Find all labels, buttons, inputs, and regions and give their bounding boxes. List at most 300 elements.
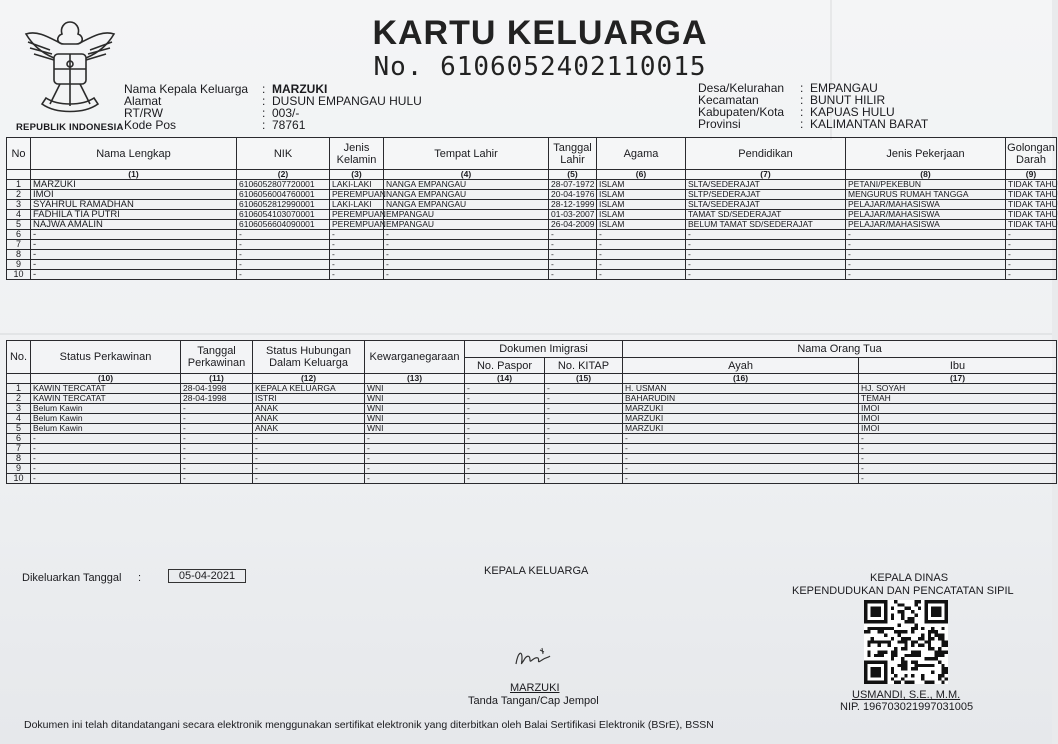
header-status-perkawinan: Status Perkawinan <box>31 341 181 374</box>
cell-tanggal-lahir: - <box>549 250 597 260</box>
cell-no-kitap: - <box>545 414 623 424</box>
cell-tanggal-lahir: - <box>549 270 597 280</box>
header-row <box>124 119 422 131</box>
cell-nama-lengkap: - <box>31 250 237 260</box>
cell-nama-lengkap: FADHILA TIA PUTRI <box>31 210 237 220</box>
header-label: Desa/Kelurahan <box>698 81 785 95</box>
cell-tempat-lahir: - <box>384 270 549 280</box>
cell-ibu: TEMAH <box>859 394 1057 404</box>
cell-no-kitap: - <box>545 384 623 394</box>
cell-kewarganegaraan: - <box>365 474 465 484</box>
cell-ayah: MARZUKI <box>623 404 859 414</box>
issued-date-label: Dikeluarkan Tanggal <box>22 572 122 584</box>
signature-caption: Tanda Tangan/Cap Jempol <box>468 695 599 707</box>
cell-no-kitap: - <box>545 404 623 414</box>
column-index: (2) <box>237 170 330 180</box>
cell-nik: 6106056004760001 <box>237 190 330 200</box>
table-row <box>7 270 1057 280</box>
cell-status-hubungan: ANAK <box>253 414 365 424</box>
cell-nama-lengkap: - <box>31 240 237 250</box>
header-label: Kecamatan <box>698 93 759 107</box>
header-colon: : <box>262 118 266 132</box>
table-row <box>7 180 1057 190</box>
cell-status-perkawinan: - <box>31 474 181 484</box>
table-row <box>7 260 1057 270</box>
cell-ayah: BAHARUDIN <box>623 394 859 404</box>
cell-ibu: - <box>859 474 1057 484</box>
cell-status-hubungan: - <box>253 474 365 484</box>
cell-ayah: MARZUKI <box>623 414 859 424</box>
cell-nama-lengkap: NAJWA AMALIN <box>31 220 237 230</box>
official-name: USMANDI, S.E., M.M. <box>852 689 961 701</box>
office-title-line2: KEPENDUDUKAN DAN PENCATATAN SIPIL <box>792 585 1014 597</box>
cell-pendidikan: - <box>686 260 846 270</box>
cell-no-paspor: - <box>465 454 545 464</box>
header-label: Alamat <box>124 94 162 108</box>
cell-status-perkawinan: Belum Kawin <box>31 424 181 434</box>
cell-pendidikan: SLTP/SEDERAJAT <box>686 190 846 200</box>
garuda-emblem-icon <box>20 14 120 122</box>
cell-no: 1 <box>7 180 31 190</box>
table-row <box>7 250 1057 260</box>
header-value-kodepos: 78761 <box>272 118 306 132</box>
cell-no-paspor: - <box>465 444 545 454</box>
cell-no: 4 <box>7 414 31 424</box>
cell-ibu: IMOI <box>859 414 1057 424</box>
cell-ibu: IMOI <box>859 404 1057 414</box>
cell-tanggal-perkawinan: - <box>181 444 253 454</box>
table-row <box>7 404 1057 414</box>
family-status-table <box>6 340 1057 484</box>
cell-nik: 6106054103070001 <box>237 210 330 220</box>
paper-fold <box>0 333 1052 335</box>
cell-tempat-lahir: NANGA EMPANGAU <box>384 200 549 210</box>
head-of-family-name: MARZUKI <box>510 682 560 694</box>
header-tempat-lahir: Tempat Lahir <box>384 138 549 170</box>
cell-tanggal-lahir: 01-03-2007 <box>549 210 597 220</box>
cell-tempat-lahir: NANGA EMPANGAU <box>384 180 549 190</box>
cell-no: 2 <box>7 394 31 404</box>
cell-tempat-lahir: EMPANGAU <box>384 220 549 230</box>
cell-tanggal-lahir: 28-07-1972 <box>549 180 597 190</box>
cell-kewarganegaraan: - <box>365 454 465 464</box>
cell-tanggal-lahir: 28-12-1999 <box>549 200 597 210</box>
cell-nik: - <box>237 230 330 240</box>
family-members-table <box>6 137 1057 280</box>
qr-code-icon <box>864 600 948 684</box>
header-value-kabupaten: KAPUAS HULU <box>810 105 895 119</box>
column-index: (17) <box>859 374 1057 384</box>
header-no: No <box>7 138 31 170</box>
cell-nik: - <box>237 260 330 270</box>
cell-status-hubungan: ANAK <box>253 404 365 414</box>
header-colon: : <box>800 81 804 95</box>
header-colon: : <box>800 117 804 131</box>
cell-status-perkawinan: - <box>31 464 181 474</box>
table-row <box>7 210 1057 220</box>
cell-tanggal-lahir: - <box>549 260 597 270</box>
cell-no: 2 <box>7 190 31 200</box>
cell-agama: - <box>597 250 686 260</box>
cell-ibu: - <box>859 434 1057 444</box>
cell-status-perkawinan: KAWIN TERCATAT <box>31 394 181 404</box>
header-no-kitap: No. KITAP <box>545 358 623 374</box>
cell-status-hubungan: - <box>253 434 365 444</box>
cell-agama: ISLAM <box>597 180 686 190</box>
cell-no: 3 <box>7 404 31 414</box>
cell-no: 8 <box>7 250 31 260</box>
table-index-row <box>7 170 1057 180</box>
cell-golongan-darah: TIDAK TAHU <box>1006 190 1057 200</box>
cell-no: 7 <box>7 240 31 250</box>
cell-pendidikan: - <box>686 240 846 250</box>
header-left <box>124 83 422 131</box>
cell-jenis-pekerjaan: - <box>846 240 1006 250</box>
header-no-paspor: No. Paspor <box>465 358 545 374</box>
header-ibu: Ibu <box>859 358 1057 374</box>
cell-jenis-pekerjaan: MENGURUS RUMAH TANGGA <box>846 190 1006 200</box>
cell-no-kitap: - <box>545 434 623 444</box>
cell-tempat-lahir: EMPANGAU <box>384 210 549 220</box>
cell-nik: 6106052812990001 <box>237 200 330 210</box>
cell-no-paspor: - <box>465 394 545 404</box>
column-index: (10) <box>31 374 181 384</box>
issued-date-colon: : <box>138 572 142 584</box>
header-label: Kode Pos <box>124 118 177 132</box>
cell-agama: - <box>597 270 686 280</box>
cell-kewarganegaraan: WNI <box>365 394 465 404</box>
cell-tanggal-perkawinan: - <box>181 414 253 424</box>
issued-date-value: 05-04-2021 <box>168 569 246 583</box>
header-label: RT/RW <box>124 106 163 120</box>
column-index: (8) <box>846 170 1006 180</box>
table-row <box>7 464 1057 474</box>
header-value-desa: EMPANGAU <box>810 81 878 95</box>
cell-jenis-kelamin: PEREMPUAN <box>330 210 384 220</box>
header-no: No. <box>7 341 31 374</box>
table-row <box>7 190 1057 200</box>
cell-tanggal-perkawinan: - <box>181 464 253 474</box>
cell-nik: 6106056604090001 <box>237 220 330 230</box>
cell-agama: - <box>597 230 686 240</box>
cell-golongan-darah: TIDAK TAHU <box>1006 200 1057 210</box>
cell-ibu: IMOI <box>859 424 1057 434</box>
column-index: (9) <box>1006 170 1057 180</box>
cell-jenis-pekerjaan: - <box>846 270 1006 280</box>
cell-jenis-pekerjaan: - <box>846 260 1006 270</box>
cell-no: 9 <box>7 260 31 270</box>
cell-pendidikan: TAMAT SD/SEDERAJAT <box>686 210 846 220</box>
cell-ayah: H. USMAN <box>623 384 859 394</box>
cell-agama: ISLAM <box>597 200 686 210</box>
table-header-row <box>7 341 1057 358</box>
cell-no-paspor: - <box>465 434 545 444</box>
cell-no: 1 <box>7 384 31 394</box>
cell-ayah: - <box>623 464 859 474</box>
cell-no: 8 <box>7 454 31 464</box>
cell-ibu: - <box>859 444 1057 454</box>
cell-no-kitap: - <box>545 474 623 484</box>
column-index: (7) <box>686 170 846 180</box>
cell-no: 10 <box>7 270 31 280</box>
cell-tanggal-lahir: - <box>549 240 597 250</box>
head-of-family-label: KEPALA KELUARGA <box>484 565 589 577</box>
cell-jenis-pekerjaan: PELAJAR/MAHASISWA <box>846 200 1006 210</box>
header-nama-lengkap: Nama Lengkap <box>31 138 237 170</box>
cell-jenis-pekerjaan: - <box>846 250 1006 260</box>
header-value-kecamatan: BUNUT HILIR <box>810 93 886 107</box>
cell-tempat-lahir: - <box>384 260 549 270</box>
cell-agama: - <box>597 240 686 250</box>
cell-nama-lengkap: IMOI <box>31 190 237 200</box>
cell-ayah: MARZUKI <box>623 424 859 434</box>
cell-no-paspor: - <box>465 464 545 474</box>
table-row <box>7 220 1057 230</box>
cell-golongan-darah: - <box>1006 240 1057 250</box>
cell-tanggal-lahir: - <box>549 230 597 240</box>
cell-no-paspor: - <box>465 384 545 394</box>
header-label: Provinsi <box>698 117 741 131</box>
header-value-alamat: DUSUN EMPANGAU HULU <box>272 94 422 108</box>
cell-jenis-pekerjaan: - <box>846 230 1006 240</box>
header-value-provinsi: KALIMANTAN BARAT <box>810 117 929 131</box>
column-index: (3) <box>330 170 384 180</box>
table-row <box>7 200 1057 210</box>
cell-tanggal-perkawinan: 28-04-1998 <box>181 394 253 404</box>
header-kewarganegaraan: Kewarganegaraan <box>365 341 465 374</box>
cell-kewarganegaraan: - <box>365 434 465 444</box>
cell-no: 6 <box>7 230 31 240</box>
cell-pendidikan: SLTA/SEDERAJAT <box>686 180 846 190</box>
cell-no: 7 <box>7 444 31 454</box>
table-row <box>7 384 1057 394</box>
cell-nik: - <box>237 240 330 250</box>
table-header-row <box>7 138 1057 170</box>
cell-status-perkawinan: - <box>31 444 181 454</box>
cell-kewarganegaraan: WNI <box>365 384 465 394</box>
cell-kewarganegaraan: WNI <box>365 404 465 414</box>
table-row <box>7 230 1057 240</box>
cell-no-kitap: - <box>545 444 623 454</box>
column-index: (15) <box>545 374 623 384</box>
table-row <box>7 424 1057 434</box>
cell-nama-lengkap: - <box>31 260 237 270</box>
cell-agama: - <box>597 260 686 270</box>
cell-tanggal-perkawinan: 28-04-1998 <box>181 384 253 394</box>
cell-golongan-darah: - <box>1006 270 1057 280</box>
cell-no-kitap: - <box>545 424 623 434</box>
cell-no: 3 <box>7 200 31 210</box>
header-value-nama-kepala: MARZUKI <box>272 82 328 96</box>
cell-status-hubungan: KEPALA KELUARGA <box>253 384 365 394</box>
column-index: (1) <box>31 170 237 180</box>
header-colon: : <box>262 82 266 96</box>
cell-jenis-pekerjaan: PETANI/PEKEBUN <box>846 180 1006 190</box>
cell-golongan-darah: - <box>1006 250 1057 260</box>
cell-tanggal-perkawinan: - <box>181 474 253 484</box>
header-tanggal-perkawinan: Tanggal Perkawinan <box>181 341 253 374</box>
signature-icon <box>512 646 552 670</box>
column-index: (12) <box>253 374 365 384</box>
cell-no: 4 <box>7 210 31 220</box>
table-row <box>7 434 1057 444</box>
table-row <box>7 394 1057 404</box>
cell-tanggal-perkawinan: - <box>181 434 253 444</box>
cell-jenis-kelamin: PEREMPUAN <box>330 190 384 200</box>
header-nama-orang-tua: Nama Orang Tua <box>623 341 1057 358</box>
document-number: No. 6106052402110015 <box>373 52 707 82</box>
cell-jenis-kelamin: - <box>330 250 384 260</box>
cell-agama: ISLAM <box>597 220 686 230</box>
column-index: (11) <box>181 374 253 384</box>
cell-jenis-kelamin: - <box>330 270 384 280</box>
column-index <box>7 374 31 384</box>
cell-jenis-kelamin: - <box>330 230 384 240</box>
cell-tempat-lahir: - <box>384 230 549 240</box>
office-title-line1: KEPALA DINAS <box>870 572 949 584</box>
header-ayah: Ayah <box>623 358 859 374</box>
cell-no: 6 <box>7 434 31 444</box>
column-index: (5) <box>549 170 597 180</box>
cell-jenis-kelamin: - <box>330 240 384 250</box>
cell-kewarganegaraan: WNI <box>365 414 465 424</box>
cell-no-kitap: - <box>545 394 623 404</box>
header-dokumen-imigrasi: Dokumen Imigrasi <box>465 341 623 358</box>
table-index-row <box>7 374 1057 384</box>
cell-tempat-lahir: - <box>384 250 549 260</box>
official-nip: NIP. 196703021997031005 <box>840 701 974 713</box>
cell-status-hubungan: - <box>253 444 365 454</box>
header-status-hubungan: Status Hubungan Dalam Keluarga <box>253 341 365 374</box>
header-jenis-pekerjaan: Jenis Pekerjaan <box>846 138 1006 170</box>
column-index: (13) <box>365 374 465 384</box>
cell-status-perkawinan: - <box>31 454 181 464</box>
cell-no-paspor: - <box>465 474 545 484</box>
header-right <box>698 82 928 130</box>
cell-tanggal-lahir: 20-04-1976 <box>549 190 597 200</box>
cell-status-perkawinan: Belum Kawin <box>31 404 181 414</box>
cell-status-perkawinan: Belum Kawin <box>31 414 181 424</box>
cell-status-hubungan: - <box>253 464 365 474</box>
cell-nik: - <box>237 250 330 260</box>
emblem-caption: REPUBLIK INDONESIA <box>16 122 124 133</box>
cell-nama-lengkap: - <box>31 270 237 280</box>
cell-pendidikan: - <box>686 230 846 240</box>
cell-golongan-darah: - <box>1006 260 1057 270</box>
cell-nama-lengkap: - <box>31 230 237 240</box>
cell-golongan-darah: TIDAK TAHU <box>1006 180 1057 190</box>
column-index: (16) <box>623 374 859 384</box>
document-title: KARTU KELUARGA <box>372 14 708 52</box>
cell-golongan-darah: - <box>1006 230 1057 240</box>
cell-no-paspor: - <box>465 414 545 424</box>
column-index: (14) <box>465 374 545 384</box>
cell-jenis-kelamin: LAKI-LAKI <box>330 200 384 210</box>
table-row <box>7 444 1057 454</box>
cell-agama: ISLAM <box>597 210 686 220</box>
cell-tanggal-lahir: 26-04-2009 <box>549 220 597 230</box>
cell-pendidikan: BELUM TAMAT SD/SEDERAJAT <box>686 220 846 230</box>
cell-tanggal-perkawinan: - <box>181 404 253 414</box>
cell-pendidikan: - <box>686 270 846 280</box>
cell-tanggal-perkawinan: - <box>181 454 253 464</box>
cell-jenis-pekerjaan: PELAJAR/MAHASISWA <box>846 220 1006 230</box>
cell-ibu: - <box>859 454 1057 464</box>
cell-jenis-pekerjaan: PELAJAR/MAHASISWA <box>846 210 1006 220</box>
cell-ayah: - <box>623 474 859 484</box>
cell-no: 10 <box>7 474 31 484</box>
cell-status-perkawinan: - <box>31 434 181 444</box>
header-tanggal-lahir: Tanggal Lahir <box>549 138 597 170</box>
header-jenis-kelamin: Jenis Kelamin <box>330 138 384 170</box>
header-label: Nama Kepala Keluarga <box>124 82 249 96</box>
cell-pendidikan: - <box>686 250 846 260</box>
cell-ibu: - <box>859 464 1057 474</box>
cell-no: 5 <box>7 424 31 434</box>
cell-status-hubungan: - <box>253 454 365 464</box>
cell-jenis-kelamin: LAKI-LAKI <box>330 180 384 190</box>
table-row <box>7 454 1057 464</box>
cell-jenis-kelamin: - <box>330 260 384 270</box>
header-golongan-darah: Golongan Darah <box>1006 138 1057 170</box>
table-row <box>7 240 1057 250</box>
cell-kewarganegaraan: WNI <box>365 424 465 434</box>
cell-status-hubungan: ANAK <box>253 424 365 434</box>
header-pendidikan: Pendidikan <box>686 138 846 170</box>
table-row <box>7 474 1057 484</box>
cell-tempat-lahir: NANGA EMPANGAU <box>384 190 549 200</box>
cell-golongan-darah: TIDAK TAHU <box>1006 220 1057 230</box>
cell-nik: 6106052807720001 <box>237 180 330 190</box>
column-index: (4) <box>384 170 549 180</box>
cell-tanggal-perkawinan: - <box>181 424 253 434</box>
cell-ayah: - <box>623 454 859 464</box>
cell-no-paspor: - <box>465 404 545 414</box>
header-colon: : <box>800 93 804 107</box>
header-value-rtrw: 003/- <box>272 106 300 120</box>
column-index <box>7 170 31 180</box>
header-colon: : <box>262 106 266 120</box>
header-colon: : <box>800 105 804 119</box>
cell-no-kitap: - <box>545 454 623 464</box>
cell-status-perkawinan: KAWIN TERCATAT <box>31 384 181 394</box>
cell-status-hubungan: ISTRI <box>253 394 365 404</box>
cell-nama-lengkap: SYAHRUL RAMADHAN <box>31 200 237 210</box>
electronic-signature-note: Dokumen ini telah ditandatangani secara elektronik menggunakan sertifikat elektronik yang diterbitkan oleh Balai Sertifikasi Elektronik (BSrE), BSSN <box>24 719 714 731</box>
cell-pendidikan: SLTA/SEDERAJAT <box>686 200 846 210</box>
header-row <box>698 118 928 130</box>
cell-nik: - <box>237 270 330 280</box>
cell-no: 9 <box>7 464 31 474</box>
header-nik: NIK <box>237 138 330 170</box>
cell-tempat-lahir: - <box>384 240 549 250</box>
cell-nama-lengkap: MARZUKI <box>31 180 237 190</box>
cell-ibu: HJ. SOYAH <box>859 384 1057 394</box>
header-agama: Agama <box>597 138 686 170</box>
header-colon: : <box>262 94 266 108</box>
cell-jenis-kelamin: PEREMPUAN <box>330 220 384 230</box>
cell-kewarganegaraan: - <box>365 464 465 474</box>
column-index: (6) <box>597 170 686 180</box>
cell-agama: ISLAM <box>597 190 686 200</box>
cell-ayah: - <box>623 434 859 444</box>
cell-no-paspor: - <box>465 424 545 434</box>
cell-ayah: - <box>623 444 859 454</box>
cell-golongan-darah: TIDAK TAHU <box>1006 210 1057 220</box>
cell-no: 5 <box>7 220 31 230</box>
header-label: Kabupaten/Kota <box>698 105 785 119</box>
cell-no-kitap: - <box>545 464 623 474</box>
